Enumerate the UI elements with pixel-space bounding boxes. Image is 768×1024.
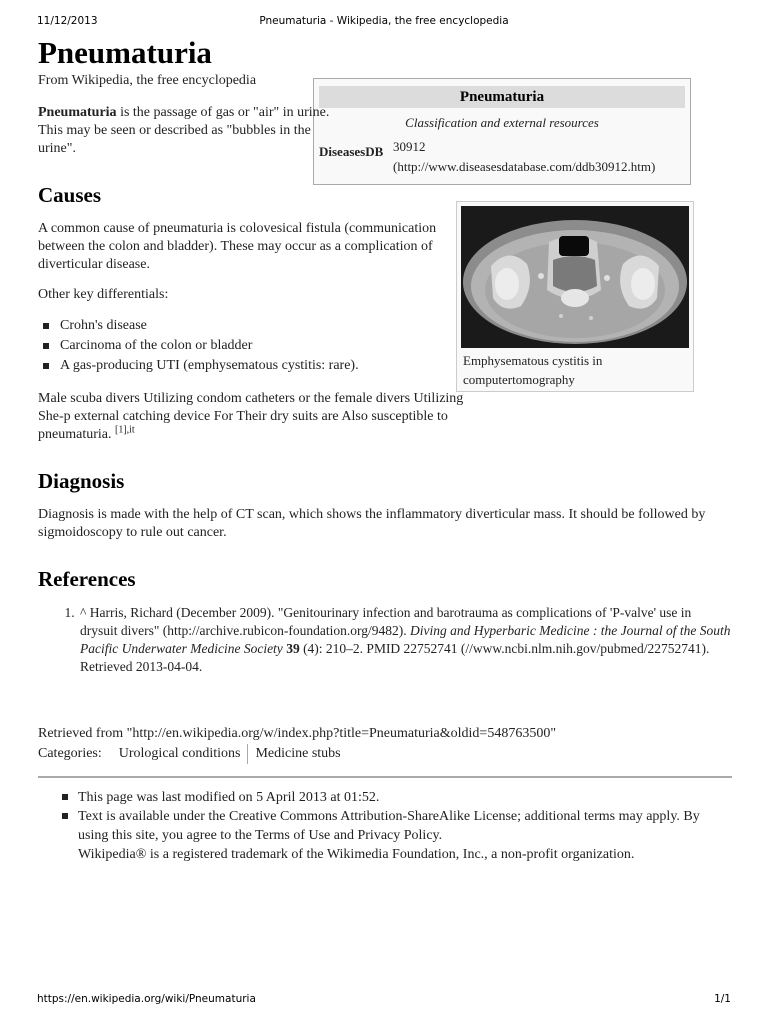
reference-text-end: (4): 210–2. PMID 22752741 (//www.ncbi.nlm.nih.gov/pubmed/22752741). Retrieved 2013-04-04. <box>80 641 710 674</box>
references-list <box>38 604 732 676</box>
diseasesdb-id-link[interactable]: 30912 <box>393 139 426 154</box>
causes-paragraph-3 <box>38 390 478 444</box>
footer-divider <box>38 776 732 778</box>
list-item: Carcinoma of the colon or bladder <box>60 336 732 356</box>
thumbnail-caption: Emphysematous cystitis in computertomography <box>463 353 603 387</box>
list-item: A gas-producing UTI (emphysematous cystitis: rare). <box>60 356 732 376</box>
categories-bar <box>38 744 732 764</box>
print-header <box>0 15 768 31</box>
causes-paragraph-1: A common cause of pneumaturia is colovesical fistula (communication between the colon and bladder). These may occur as a complication of diverticular disease. <box>38 221 437 272</box>
print-page-title: Pneumaturia - Wikipedia, the free encyclopedia <box>259 15 509 27</box>
causes-heading: Causes <box>38 183 102 207</box>
causes-paragraph-2: Other key differentials: <box>38 287 169 302</box>
page-title: Pneumaturia <box>38 35 212 70</box>
category-link[interactable]: Medicine stubs <box>247 744 347 764</box>
journal-title: Diving and Hyperbaric Medicine : the Journal of the South Pacific Underwater Medicine Society <box>80 623 731 656</box>
diagnosis-heading: Diagnosis <box>38 469 125 493</box>
intro-text: is the passage of gas or "air" in urine. This may be seen or described as "bubbles in the urine". <box>38 105 330 156</box>
intro-bold-term: Pneumaturia <box>38 105 117 120</box>
print-url: https://en.wikipedia.org/wiki/Pneumaturia <box>37 993 256 1005</box>
reference-item <box>78 604 732 676</box>
references-heading: References <box>38 567 136 591</box>
print-footer <box>0 993 768 1009</box>
category-link[interactable]: Urological conditions <box>118 746 241 761</box>
print-date: 11/12/2013 <box>37 15 98 27</box>
infobox-title: Pneumaturia <box>319 86 685 108</box>
infobox-subtitle: Classification and external resources <box>405 115 599 130</box>
infobox-label: DiseasesDB <box>319 144 384 159</box>
retrieved-from: Retrieved from "http://en.wikipedia.org/w/index.php?title=Pneumaturia&oldid=548763500" <box>38 726 557 741</box>
print-page-number: 1/1 <box>714 993 731 1005</box>
license-notice: Text is available under the Creative Commons Attribution-ShareAlike License; additional terms may apply. By using this site, you agree to the Terms of Use and Privacy Policy. <box>78 807 732 845</box>
article-content <box>38 34 732 864</box>
citation-link[interactable]: [1],it <box>114 424 135 436</box>
differentials-list <box>38 316 732 376</box>
list-item: Crohn's disease <box>60 316 732 336</box>
tagline: From Wikipedia, the free encyclopedia <box>38 73 257 88</box>
diagnosis-paragraph: Diagnosis is made with the help of CT scan, which shows the inflammatory diverticular mass. It should be followed by sigmoidoscopy to rule out cancer. <box>38 507 706 540</box>
diseasesdb-url: (http://www.diseasesdatabase.com/ddb30912.htm) <box>393 159 656 174</box>
journal-volume: 39 <box>286 641 300 656</box>
intro-paragraph <box>38 104 338 158</box>
categories-label: Categories: <box>38 746 102 761</box>
footer-info <box>38 788 732 864</box>
last-modified: This page was last modified on 5 April 2013 at 01:52. <box>78 788 732 807</box>
scuba-text: Male scuba divers Utilizing condom catheters or the female divers Utilizing She-p external catching device For Their dry suits are Also susceptible to pneumaturia. <box>38 391 464 442</box>
reference-text: ^ Harris, Richard (December 2009). "Genitourinary infection and barotrauma as complications of 'P-valve' use in drysuit divers" (http://archive.rubicon-foundation.org/9482). <box>80 605 692 638</box>
trademark-notice: Wikipedia® is a registered trademark of the Wikimedia Foundation, Inc., a non-profit organization. <box>78 847 635 862</box>
